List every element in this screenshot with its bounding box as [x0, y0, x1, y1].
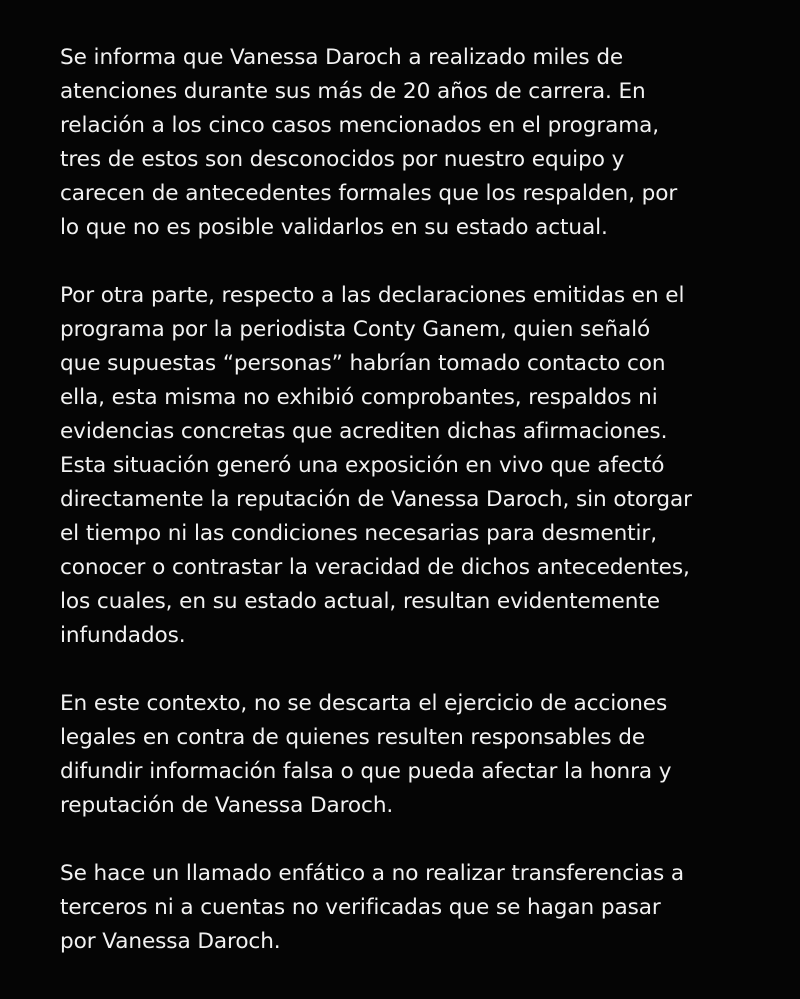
- text-line: carecen de antecedentes formales que los respalden, por: [60, 181, 678, 206]
- text-line: legales en contra de quienes resulten responsables de: [60, 725, 646, 750]
- text-line: lo que no es posible validarlos en su estado actual.: [60, 215, 608, 240]
- text-line: atenciones durante sus más de 20 años de carrera. En: [60, 79, 646, 104]
- text-line: ella, esta misma no exhibió comprobantes, respaldos ni: [60, 385, 658, 410]
- text-line: programa por la periodista Conty Ganem, quien señaló: [60, 317, 651, 342]
- paragraph-2: [60, 279, 760, 653]
- text-line: directamente la reputación de Vanessa Daroch, sin otorgar: [60, 487, 692, 512]
- text-line: los cuales, en su estado actual, resultan evidentemente: [60, 589, 660, 614]
- text-line: Se hace un llamado enfático a no realizar transferencias a: [60, 861, 685, 886]
- paragraph-3: [60, 687, 760, 823]
- text-line: difundir información falsa o que pueda afectar la honra y: [60, 759, 672, 784]
- text-line: el tiempo ni las condiciones necesarias para desmentir,: [60, 521, 657, 546]
- text-line: Esta situación generó una exposición en vivo que afectó: [60, 453, 665, 478]
- text-line: Se informa que Vanessa Daroch a realizado miles de: [60, 45, 624, 70]
- text-line: por Vanessa Daroch.: [60, 929, 281, 954]
- text-line: evidencias concretas que acrediten dichas afirmaciones.: [60, 419, 668, 444]
- paragraph-1: [60, 41, 760, 245]
- text-line: relación a los cinco casos mencionados en el programa,: [60, 113, 660, 138]
- text-line: terceros ni a cuentas no verificadas que se hagan pasar: [60, 895, 661, 920]
- statement-text: [60, 41, 760, 959]
- text-line: En este contexto, no se descarta el ejercicio de acciones: [60, 691, 668, 716]
- text-line: reputación de Vanessa Daroch.: [60, 793, 394, 818]
- text-line: Por otra parte, respecto a las declaraciones emitidas en el: [60, 283, 685, 308]
- paragraph-4: [60, 857, 760, 959]
- text-line: conocer o contrastar la veracidad de dichos antecedentes,: [60, 555, 690, 580]
- text-line: infundados.: [60, 623, 186, 648]
- text-line: tres de estos son desconocidos por nuestro equipo y: [60, 147, 625, 172]
- text-line: que supuestas “personas” habrían tomado contacto con: [60, 351, 666, 376]
